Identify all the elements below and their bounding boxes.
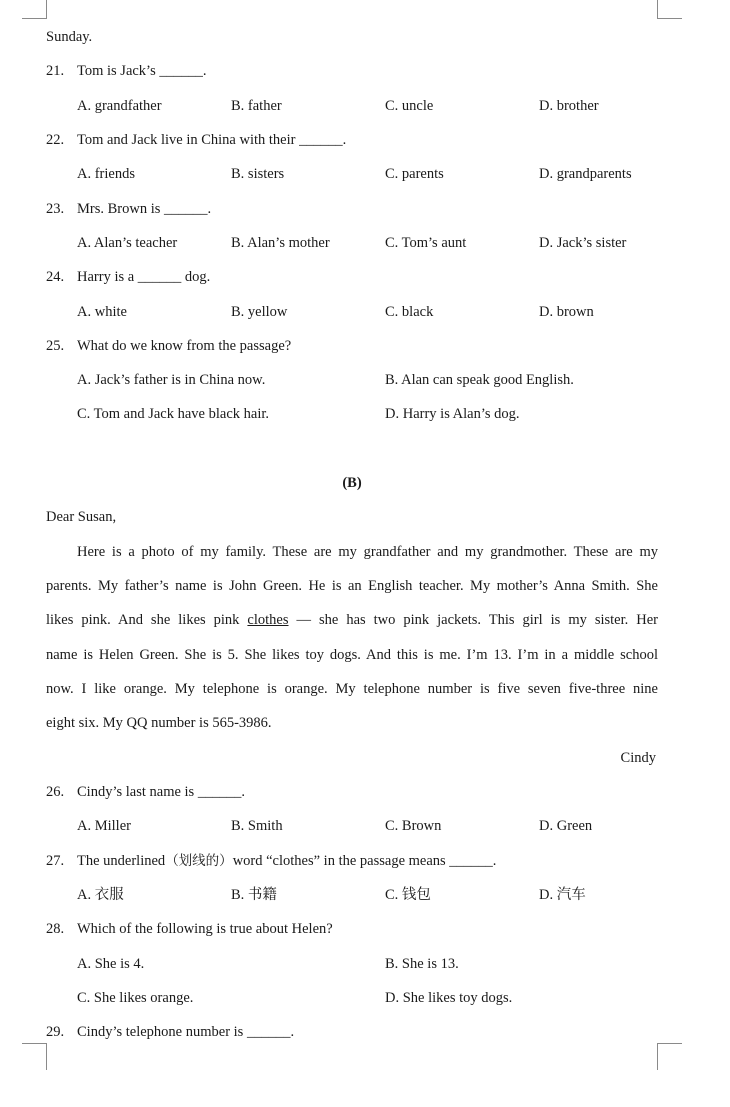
option-d[interactable]: D. Green	[539, 818, 593, 834]
continued-text: Sunday.	[46, 29, 93, 45]
question-stem: Cindy’s telephone number is ______.	[77, 1024, 295, 1040]
option-a[interactable]: A. Miller	[77, 818, 131, 834]
option-b[interactable]: B. father	[231, 98, 282, 114]
option-a[interactable]: A. Jack’s father is in China now.	[77, 372, 266, 388]
option-a[interactable]: A. She is 4.	[77, 956, 145, 972]
option-c[interactable]: C. Tom and Jack have black hair.	[77, 406, 269, 422]
question-number: 26.	[46, 784, 65, 800]
option-a[interactable]: A. Alan’s teacher	[77, 235, 178, 251]
question-stem: Mrs. Brown is ______.	[77, 201, 212, 217]
question-stem: Tom and Jack live in China with their ______.	[77, 132, 347, 148]
question-number: 25.	[46, 338, 65, 354]
question-24	[46, 268, 210, 286]
question-22	[46, 131, 346, 149]
option-a[interactable]: A. white	[77, 304, 127, 320]
option-text: A. 衣服	[77, 887, 124, 903]
question-21	[46, 62, 206, 80]
question-23	[46, 200, 211, 218]
question-number: 27.	[46, 853, 65, 869]
letter-line: now. I like orange. My telephone is orange. My telephone number is five seven five-three nine	[46, 681, 658, 697]
letter-line: Here is a photo of my family. These are my grandfather and my grandmother. These are my	[77, 544, 658, 560]
question-number: 22.	[46, 132, 65, 148]
option-d[interactable]: D. brother	[539, 98, 599, 114]
question-stem: Which of the following is true about Helen?	[77, 921, 333, 937]
question-number: 24.	[46, 269, 65, 285]
question-number: 28.	[46, 921, 65, 937]
crop-mark-top-left	[22, 0, 47, 19]
option-b[interactable]: B. She is 13.	[385, 956, 459, 972]
question-25	[46, 337, 291, 355]
crop-mark-bottom-left	[22, 1043, 47, 1070]
option-a[interactable]: A. grandfather	[77, 98, 162, 114]
question-stem: Cindy’s last name is ______.	[77, 784, 245, 800]
option-text: D. 汽车	[539, 887, 586, 903]
question-number: 29.	[46, 1024, 65, 1040]
option-a[interactable]: A. friends	[77, 166, 135, 182]
option-b[interactable]: B. Alan’s mother	[231, 235, 330, 251]
question-stem: What do we know from the passage?	[77, 338, 292, 354]
option-d[interactable]: D. Jack’s sister	[539, 235, 627, 251]
question-stem: Tom is Jack’s ______.	[77, 63, 207, 79]
option-d[interactable]: D. grandparents	[539, 166, 632, 182]
question-number: 23.	[46, 201, 65, 217]
underlined-word: clothes	[247, 612, 289, 628]
option-d[interactable]	[539, 886, 586, 904]
letter-signature: Cindy	[620, 750, 656, 766]
option-b[interactable]: B. Alan can speak good English.	[385, 372, 574, 388]
option-b[interactable]: B. yellow	[231, 304, 288, 320]
question-stem-part: word “clothes” in the passage means ______.	[232, 853, 497, 869]
question-number: 21.	[46, 63, 65, 79]
letter-text: likes pink. And she likes pink	[46, 612, 240, 628]
letter-line: name is Helen Green. She is 5. She likes toy dogs. And this is me. I’m 13. I’m in a middle school	[46, 647, 658, 663]
option-b[interactable]: B. sisters	[231, 166, 285, 182]
option-b[interactable]: B. Smith	[231, 818, 283, 834]
option-c[interactable]	[385, 886, 431, 904]
option-c[interactable]: C. black	[385, 304, 434, 320]
question-28	[46, 920, 333, 938]
option-c[interactable]: C. uncle	[385, 98, 434, 114]
option-b[interactable]	[231, 886, 277, 904]
option-d[interactable]: D. She likes toy dogs.	[385, 990, 513, 1006]
option-c[interactable]: C. Brown	[385, 818, 442, 834]
option-d[interactable]: D. brown	[539, 304, 594, 320]
option-text: B. 书籍	[231, 887, 277, 903]
letter-salutation: Dear Susan,	[46, 509, 117, 525]
question-stem: Harry is a ______ dog.	[77, 269, 211, 285]
option-d[interactable]: D. Harry is Alan’s dog.	[385, 406, 520, 422]
option-c[interactable]: C. She likes orange.	[77, 990, 194, 1006]
option-c[interactable]: C. Tom’s aunt	[385, 235, 467, 251]
crop-mark-top-right	[657, 0, 682, 19]
question-26	[46, 783, 245, 801]
crop-mark-bottom-right	[657, 1043, 682, 1070]
letter-line: parents. My father’s name is John Green. He is an English teacher. My mother’s Anna Smith. She	[46, 578, 658, 594]
section-heading: (B)	[342, 475, 362, 491]
question-stem-part: The underlined	[77, 853, 166, 869]
option-text: C. 钱包	[385, 887, 431, 903]
letter-line-with-underline	[46, 611, 658, 629]
option-c[interactable]: C. parents	[385, 166, 444, 182]
question-stem-chinese: （划线的）	[165, 853, 233, 869]
question-27	[46, 852, 496, 870]
letter-line: eight six. My QQ number is 565-3986.	[46, 715, 272, 731]
option-a[interactable]	[77, 886, 124, 904]
question-29	[46, 1023, 294, 1041]
letter-text: — she has two pink jackets. This girl is my sister. Her	[296, 612, 659, 628]
